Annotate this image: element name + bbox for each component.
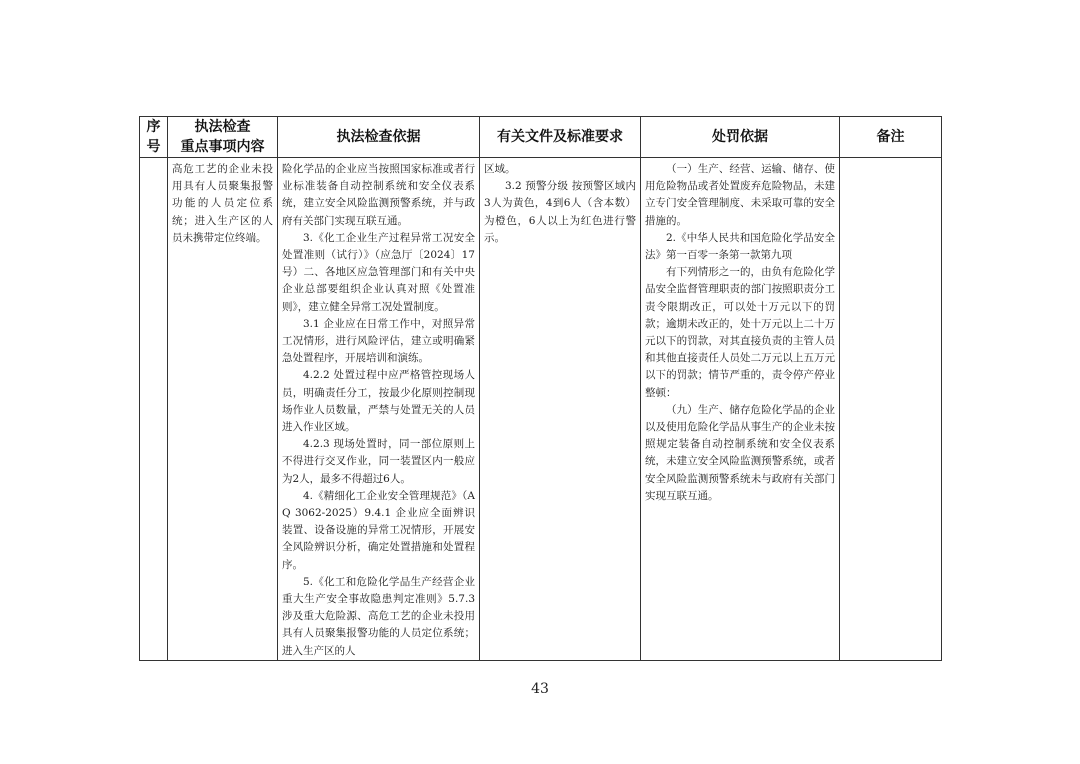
basis-paragraph: 4.2.2 处置过程中应严格管控现场人员，明确责任分工，按最少化原则控制现场作业人员数量，严禁与处置无关的人员进入作业区域。 [282, 369, 475, 434]
cell-penalty [641, 158, 840, 661]
penalty-text [641, 158, 839, 505]
header-seq [140, 117, 168, 158]
page-number: 43 [531, 681, 549, 697]
header-remarks: 备注 [840, 117, 942, 158]
seq-value [140, 158, 167, 161]
enforcement-table [139, 116, 942, 661]
item-paragraph: 高危工艺的企业未投用具有人员聚集报警功能的人员定位系统；进入生产区的人员未携带定位终端。 [172, 163, 273, 244]
penalty-paragraph: （一）生产、经营、运输、储存、使用危险物品或者处置废弃危险物品，未建立专门安全管理制度、未采取可靠的安全措施的。 [645, 163, 835, 227]
standards-paragraph: 3.2 预警分级 按预警区域内3人为黄色，4到6人（含本数）为橙色，6人以上为红色进行警示。 [484, 180, 636, 244]
header-standards: 有关文件及标准要求 [480, 117, 641, 158]
header-penalty: 处罚依据 [641, 117, 840, 158]
basis-paragraph: 3.《化工企业生产过程异常工况安全处置准则（试行）》（应急厅〔2024〕17号）二、各地区应急管理部门和有关中央企业总部要组织企业认真对照《处置准则》，建立健全异常工况处置制度。 [282, 231, 475, 313]
basis-paragraph: 险化学品的企业应当按照国家标准或者行业标准装备自动控制系统和安全仪表系统，建立安全风险监测预警系统，并与政府有关部门实现互联互通。 [282, 163, 475, 227]
basis-paragraph: 4.《精细化工企业安全管理规范》（AQ 3062-2025）9.4.1 企业应全面辨识装置、设备设施的异常工况情形，开展安全风险辨识分析，确定处置措施和处置程序。 [282, 489, 475, 571]
basis-paragraph: 4.2.3 现场处置时，同一部位原则上不得进行交叉作业，同一装置区内一般应为2人，最多不得超过6人。 [282, 438, 475, 485]
basis-text [278, 158, 479, 660]
item-text [168, 158, 277, 247]
header-item [168, 117, 278, 158]
standards-text [480, 158, 640, 247]
cell-seq [140, 158, 168, 661]
basis-paragraph: 3.1 企业应在日常工作中，对照异常工况情形，进行风险评估，建立或明确紧急处置程序，开展培训和演练。 [282, 317, 475, 365]
cell-basis [278, 158, 480, 661]
standards-paragraph: 区域。 [484, 163, 516, 175]
penalty-paragraph: 有下列情形之一的，由负有危险化学品安全监督管理职责的部门按照职责分工责令限期改正，可以处十万元以下的罚款；逾期未改正的，处十万元以上二十万元以下的罚款，对其直接负责的主管人员和其他直接责任人员处二万元以上五万元以下的罚款；情节严重的，责令停产停业整顿： [645, 266, 835, 399]
cell-standards [480, 158, 641, 661]
cell-remarks [840, 158, 942, 661]
cell-item [168, 158, 278, 661]
header-seq-line2: 号 [146, 139, 161, 155]
basis-paragraph: 5.《化工和危险化学品生产经营企业重大生产安全事故隐患判定准则》5.7.3 涉及重大危险源、高危工艺的企业未投用具有人员聚集报警功能的人员定位系统；进入生产区的人 [282, 575, 475, 657]
header-basis: 执法检查依据 [278, 117, 480, 158]
remarks-value [840, 158, 941, 161]
penalty-paragraph: 2.《中华人民共和国危险化学品安全法》第一百零一条第一款第九项 [645, 231, 835, 262]
table-row [140, 158, 942, 661]
header-seq-line1: 序 [146, 119, 161, 135]
penalty-paragraph: （九）生产、储存危险化学品的企业以及使用危险化学品从事生产的企业未按照规定装备自动控制系统和安全仪表系统，未建立安全风险监测预警系统，或者安全风险监测预警系统未与政府有关部门实现互联互通。 [645, 403, 835, 502]
header-item-line2: 重点事项内容 [180, 139, 265, 155]
header-item-line1: 执法检查 [194, 119, 251, 135]
table-header-row [140, 117, 942, 158]
